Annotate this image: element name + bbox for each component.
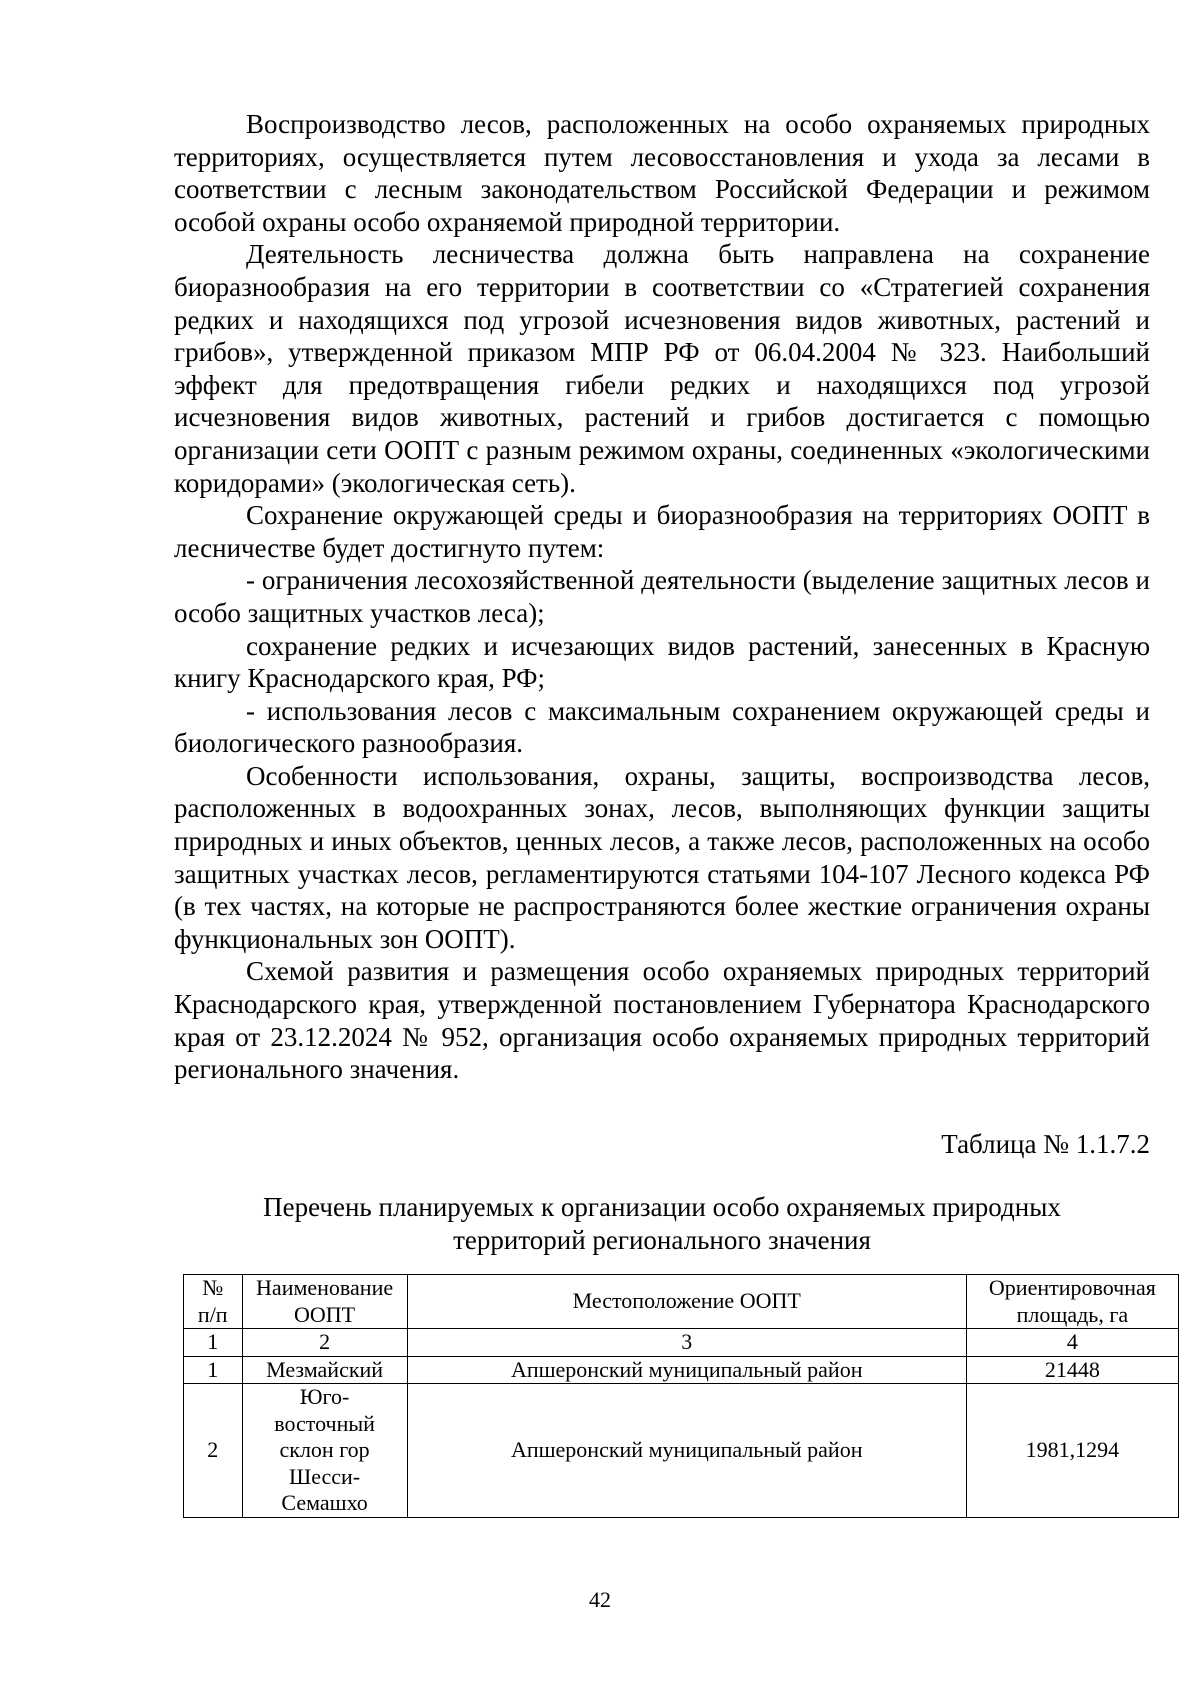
header-line: №	[202, 1275, 224, 1300]
paragraph: Сохранение окружающей среды и биоразнообразия на территориях ООПТ в лесничестве будет достигнуто путем:	[174, 500, 1150, 563]
table-title	[174, 1191, 1150, 1257]
table-caption: Таблица № 1.1.7.2	[941, 1129, 1150, 1159]
paragraph: сохранение редких и исчезающих видов растений, занесенных в Красную книгу Краснодарского края, РФ;	[174, 630, 1150, 694]
page-number: 42	[589, 1587, 611, 1612]
table-cell: Апшеронский муниципальный район	[407, 1356, 966, 1384]
paragraph: Воспроизводство лесов, расположенных на особо охраняемых природных территориях, осуществляется путем лесовосстановления и ухода за лесами в соответствии с лесным законодательством Российской Федерации и режимом особой охраны особо охраняемой природной территории.	[174, 109, 1150, 237]
header-number	[184, 1275, 243, 1329]
table-numbering-row	[184, 1329, 1179, 1357]
header-line: п/п	[197, 1301, 228, 1327]
paragraph: - ограничения лесохозяйственной деятельности (выделение защитных лесов и особо защитных участков леса);	[174, 565, 1150, 628]
table-cell: 1981,1294	[966, 1384, 1178, 1518]
table-cell: 21448	[966, 1356, 1178, 1384]
name-line: Шесси-	[289, 1463, 361, 1489]
table-title-line: Перечень планируемых к организации особо охраняемых природных	[263, 1192, 1061, 1222]
table-header-row	[184, 1275, 1179, 1329]
header-name	[242, 1275, 407, 1329]
table-cell: 2	[184, 1384, 243, 1518]
name-line: Семашхо	[281, 1490, 368, 1515]
table-cell: 1	[184, 1356, 243, 1384]
paragraph: Деятельность лесничества должна быть направлена на сохранение биоразнообразия на его территории в соответствии со «Стратегией сохранения редких и находящихся под угрозой исчезновения видов животных, растений и грибов», утвержденной приказом МПР РФ от 06.04.2004 № 323. Наибольший эффект для предотвращения гибели редких и находящихся под угрозой исчезновения видов животных, растений и грибов достигается с помощью организации сети ООПТ с разным режимом охраны, соединенных «экологическими коридорами» (экологическая сеть).	[174, 239, 1150, 498]
table-cell: 1	[184, 1329, 243, 1357]
header-line: Наименование	[256, 1275, 394, 1300]
name-line: восточный	[274, 1410, 375, 1436]
table-row	[184, 1356, 1179, 1384]
header-line: площадь, га	[1016, 1301, 1129, 1327]
header-area	[966, 1275, 1178, 1329]
table-cell: 2	[242, 1329, 407, 1357]
table-row	[184, 1384, 1179, 1518]
table-cell: Апшеронский муниципальный район	[407, 1384, 966, 1518]
table-cell	[242, 1384, 407, 1518]
table-cell: Мезмайский	[242, 1356, 407, 1384]
header-line: Местоположение ООПТ	[572, 1288, 801, 1314]
paragraph: - использования лесов с максимальным сохранением окружающей среды и биологического разнообразия.	[174, 695, 1150, 759]
table-cell: 4	[966, 1329, 1178, 1357]
table-cell: 3	[407, 1329, 966, 1357]
paragraph: Особенности использования, охраны, защиты, воспроизводства лесов, расположенных в водоохранных зонах, лесов, выполняющих функции защиты природных и иных объектов, ценных лесов, а также лесов, расположенных на особо защитных участках лесов, регламентируются статьями 104-107 Лесного кодекса РФ (в тех частях, на которые не распространяются более жесткие ограничения охраны функциональных зон ООПТ).	[174, 760, 1150, 954]
paragraph: Схемой развития и размещения особо охраняемых природных территорий Краснодарского края, утвержденной постановлением Губернатора Краснодарского края от 23.12.2024 № 952, организация особо охраняемых природных территорий регионального значения.	[174, 956, 1150, 1085]
oopt-table	[183, 1274, 1179, 1518]
name-line: Юго-	[299, 1384, 350, 1409]
header-location	[407, 1275, 966, 1329]
document-body	[174, 108, 1150, 1086]
table-title-line: территорий регионального значения	[453, 1225, 871, 1255]
header-line: Ориентировочная	[988, 1275, 1156, 1300]
name-line: склон гор	[279, 1437, 370, 1462]
header-line: ООПТ	[294, 1301, 356, 1327]
